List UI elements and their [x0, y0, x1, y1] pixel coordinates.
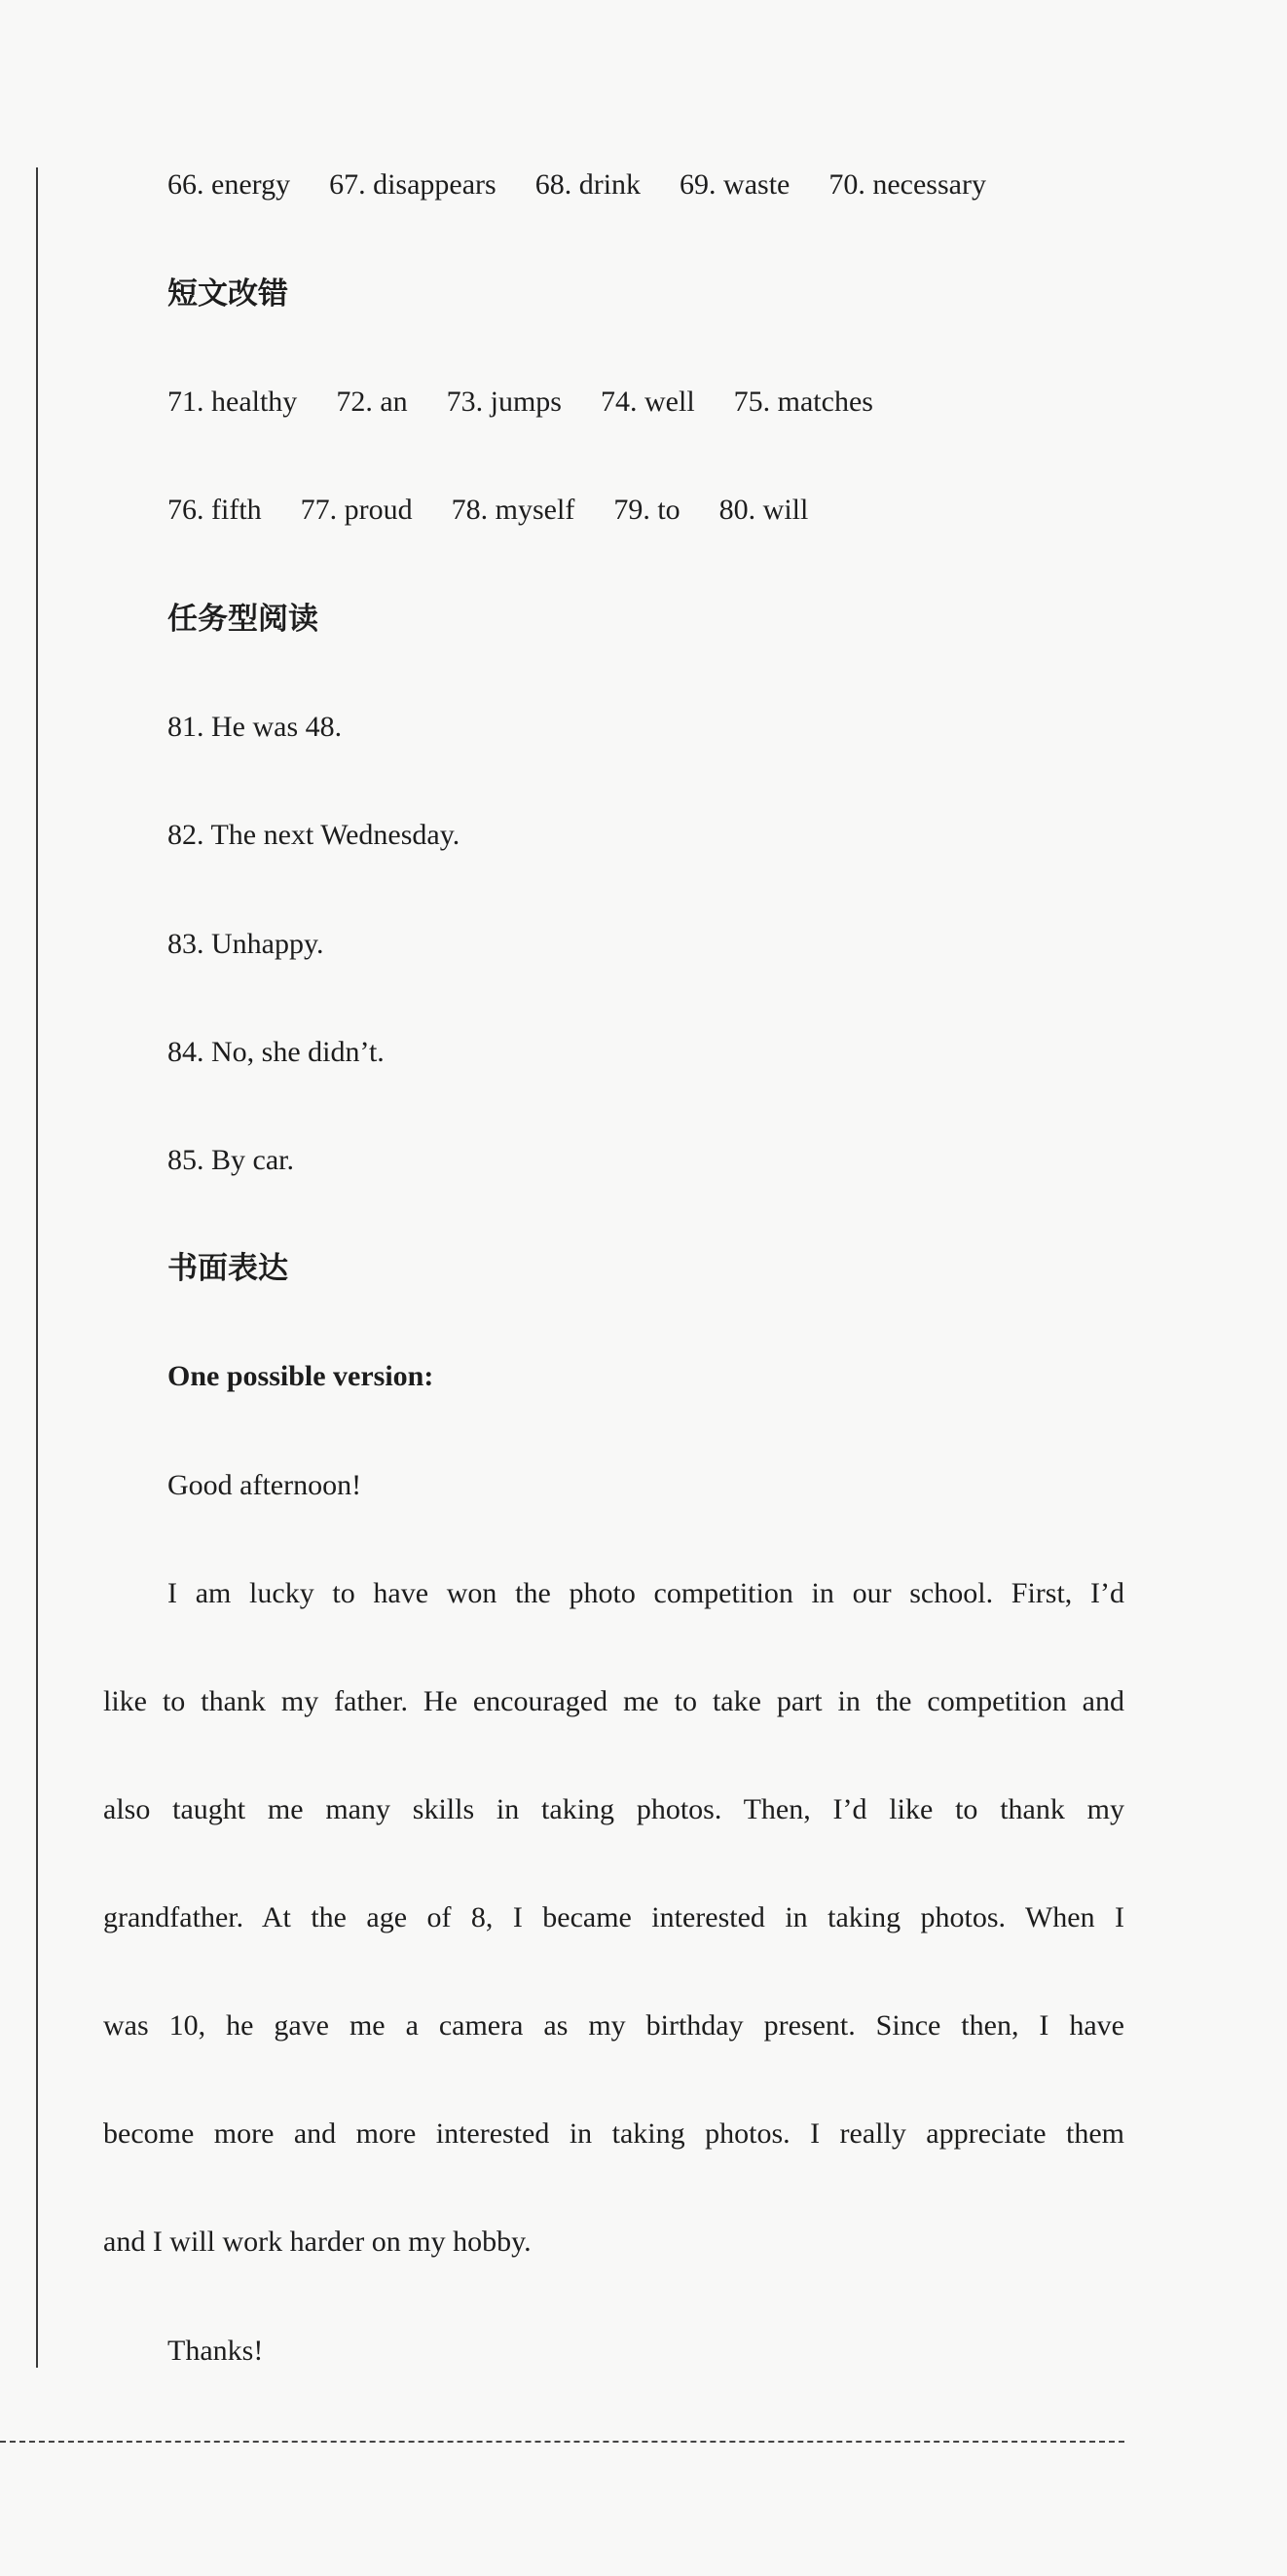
answer-73: 73. jumps: [446, 386, 562, 418]
section-heading-task-reading: 任务型阅读: [167, 602, 318, 637]
essay-line: I am lucky to have won the photo competition in our school. First, I’d: [167, 1577, 1124, 1609]
answer-80: 80. will: [718, 494, 809, 526]
answer-row-71-75: [167, 383, 873, 422]
answer-68: 68. drink: [534, 168, 642, 201]
bottom-dashed-divider: [0, 2441, 1124, 2443]
answer-78: 78. myself: [451, 494, 575, 526]
answer-71: 71. healthy: [167, 386, 298, 418]
left-margin-rule: [36, 167, 38, 2368]
answer-77: 77. proud: [300, 494, 413, 526]
essay-line: become more and more interested in taking photos. I really appreciate them: [103, 2117, 1124, 2150]
answer-74: 74. well: [601, 386, 695, 418]
answer-75: 75. matches: [733, 386, 873, 418]
essay-line: like to thank my father. He encouraged me to take part in the competition and: [103, 1685, 1124, 1717]
section-heading-error-correction: 短文改错: [167, 276, 288, 312]
task-answer-81: 81. He was 48.: [167, 711, 343, 743]
answer-66: 66. energy: [167, 168, 291, 201]
essay-line: grandfather. At the age of 8, I became interested in taking photos. When I: [103, 1901, 1124, 1933]
answer-row-76-80: [167, 491, 808, 530]
task-answer-83: 83. Unhappy.: [167, 928, 324, 960]
answer-69: 69. waste: [680, 168, 791, 201]
section-heading-writing: 书面表达: [167, 1251, 288, 1286]
answer-row-66-70: [167, 166, 986, 204]
version-label: One possible version:: [167, 1360, 434, 1392]
answer-70: 70. necessary: [828, 168, 986, 201]
essay-line: and I will work harder on my hobby.: [103, 2226, 532, 2258]
answer-79: 79. to: [613, 494, 680, 526]
task-answer-82: 82. The next Wednesday.: [167, 819, 460, 851]
essay-line: also taught me many skills in taking photos. Then, I’d like to thank my: [103, 1793, 1124, 1825]
essay-greeting: Good afternoon!: [167, 1469, 362, 1501]
answer-72: 72. an: [336, 386, 408, 418]
answer-67: 67. disappears: [329, 168, 496, 201]
essay-closing: Thanks!: [167, 2335, 264, 2367]
task-answer-84: 84. No, she didn’t.: [167, 1036, 385, 1068]
answer-76: 76. fifth: [167, 494, 262, 526]
task-answer-85: 85. By car.: [167, 1144, 294, 1176]
essay-line: was 10, he gave me a camera as my birthday present. Since then, I have: [103, 2009, 1124, 2042]
